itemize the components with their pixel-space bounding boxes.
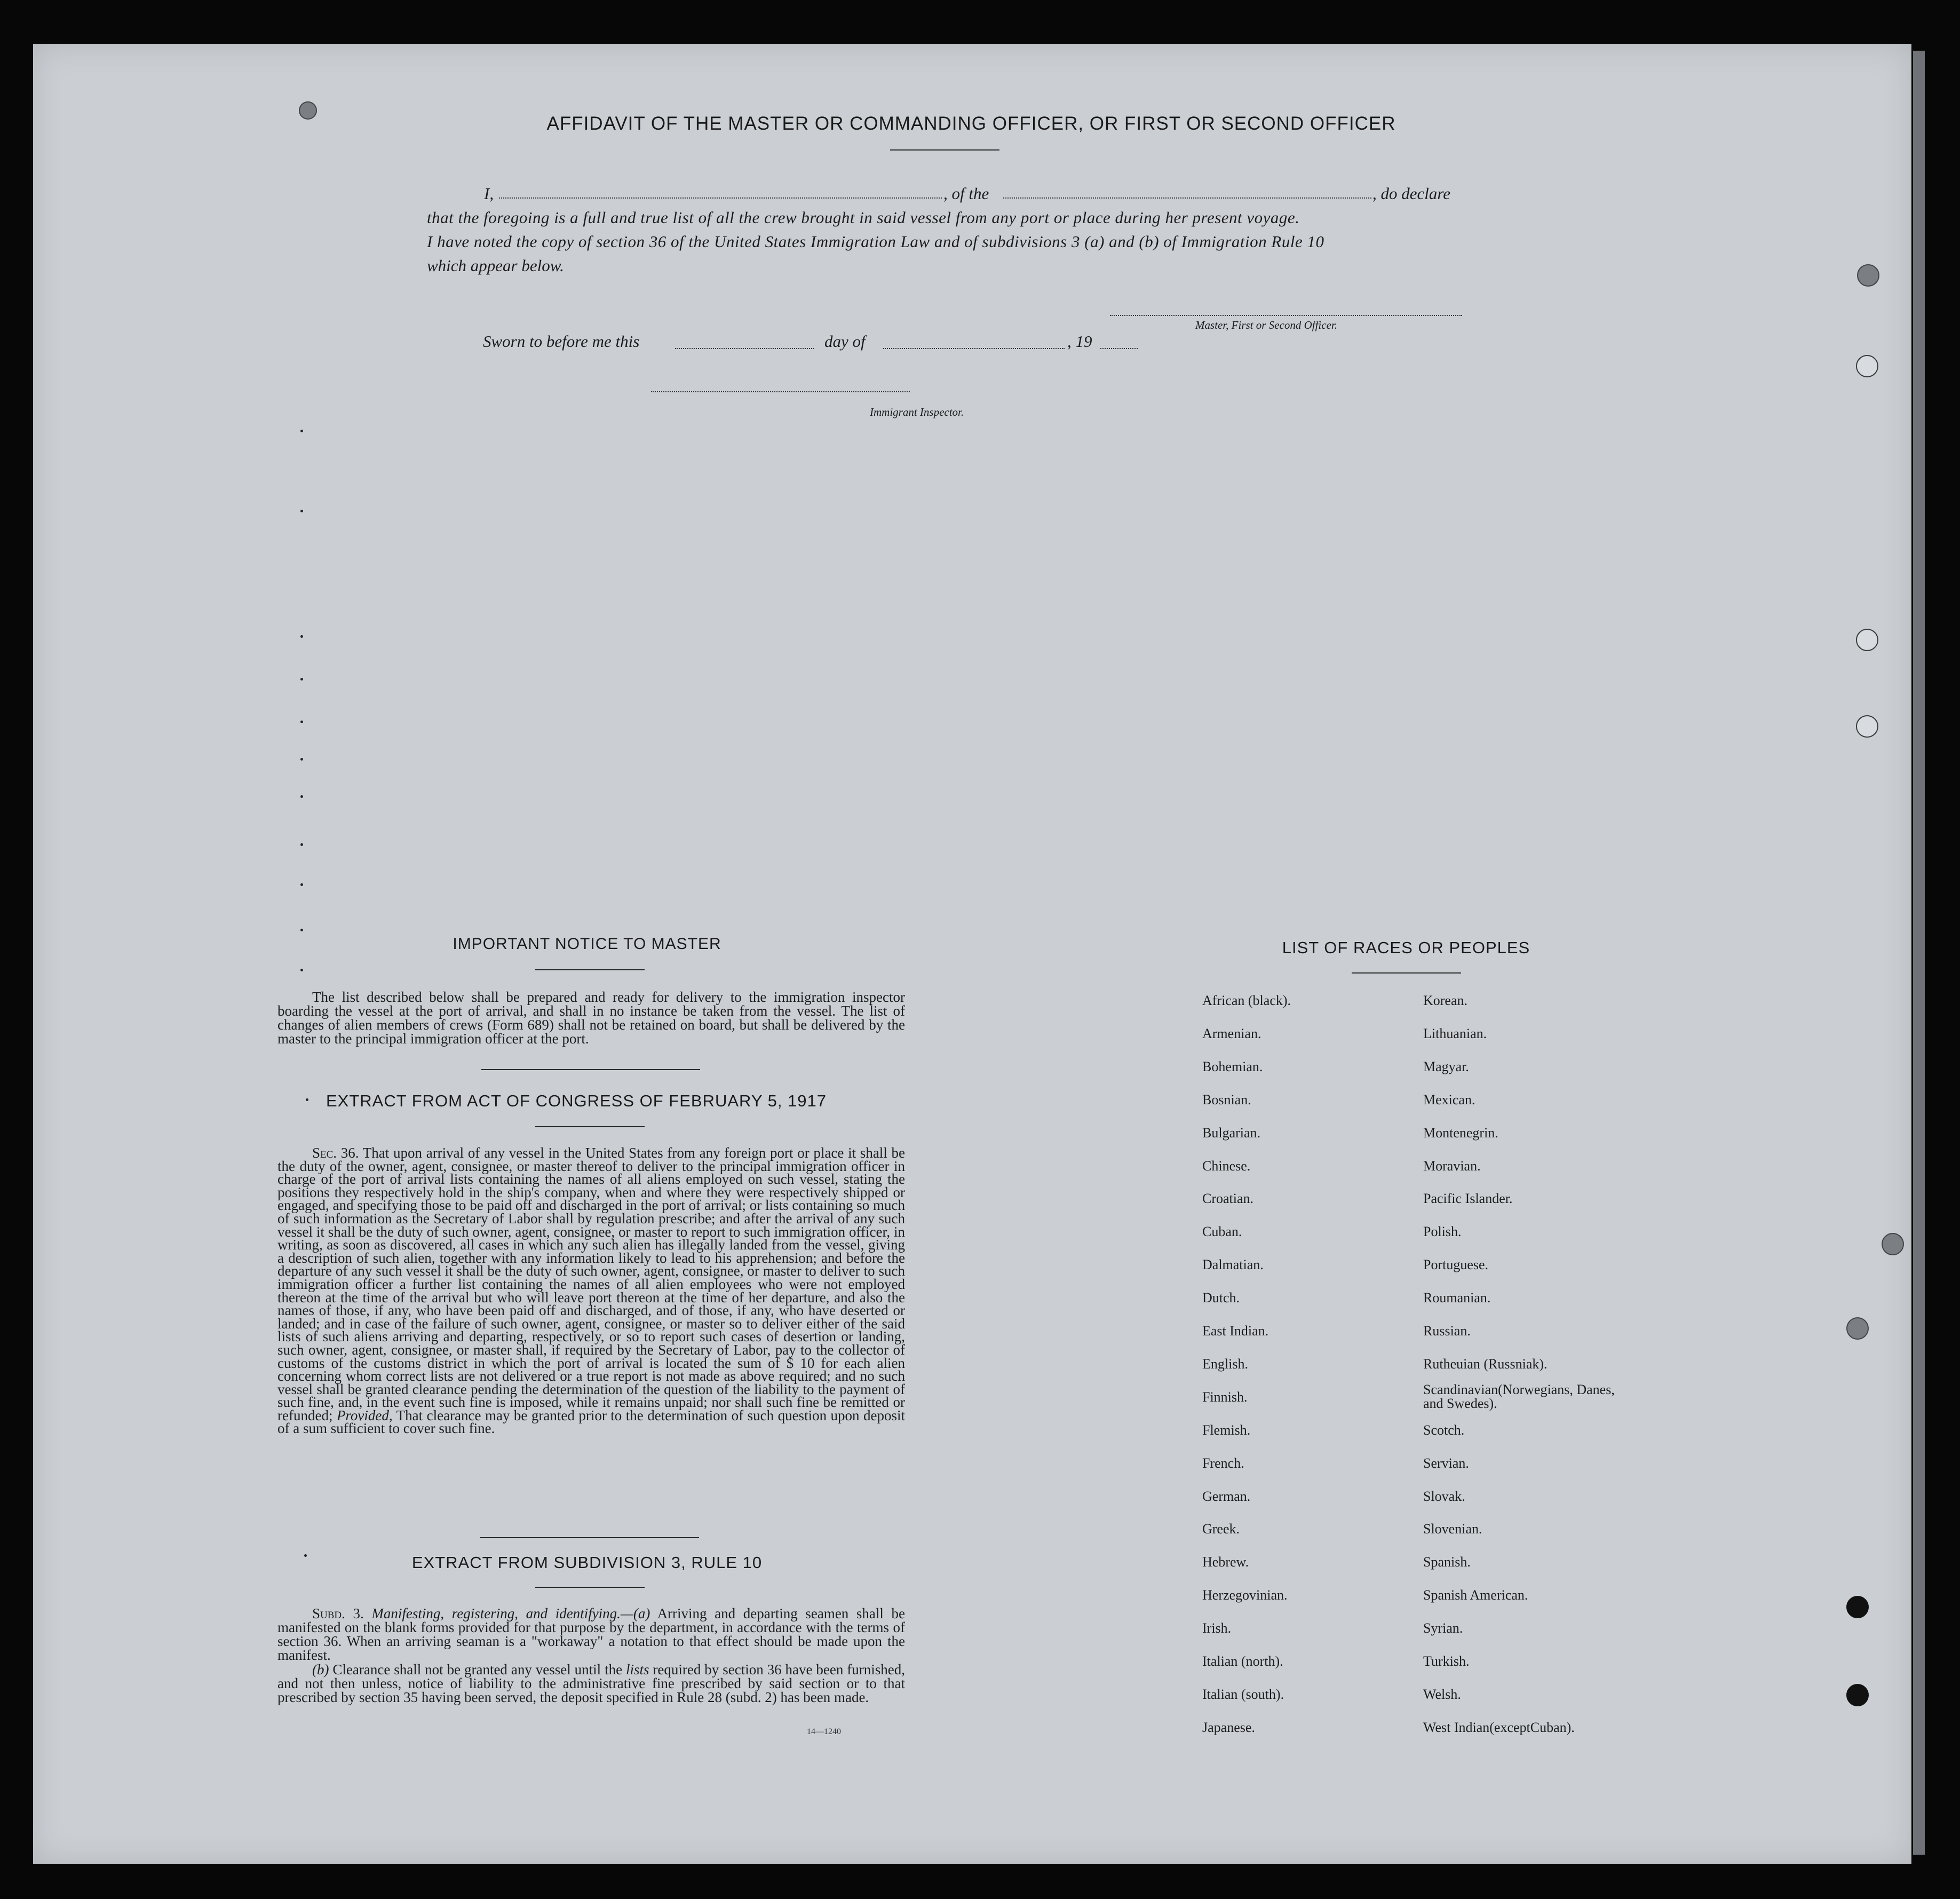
heading-rule bbox=[535, 969, 645, 970]
race-item: Russian. bbox=[1423, 1323, 1471, 1339]
race-item: Dalmatian. bbox=[1202, 1257, 1264, 1273]
race-item: Welsh. bbox=[1423, 1686, 1461, 1702]
race-item: Rutheuian (Russniak). bbox=[1423, 1356, 1548, 1372]
race-item: Cuban. bbox=[1202, 1224, 1242, 1240]
race-item: Italian (south). bbox=[1202, 1686, 1284, 1702]
race-item: Mexican. bbox=[1423, 1091, 1475, 1107]
race-item: Pacific Islander. bbox=[1423, 1191, 1513, 1207]
subdivision-b-text bbox=[277, 1663, 905, 1704]
sworn-text: Sworn to before me this bbox=[483, 332, 640, 351]
race-item: Servian. bbox=[1423, 1455, 1469, 1471]
race-item: Lithuanian. bbox=[1423, 1025, 1487, 1041]
races-heading: LIST OF RACES OR PEOPLES bbox=[1282, 938, 1530, 957]
race-item: Dutch. bbox=[1202, 1290, 1240, 1306]
punch-hole bbox=[1882, 1233, 1904, 1255]
margin-mark bbox=[300, 721, 303, 723]
race-item: Roumanian. bbox=[1423, 1290, 1491, 1306]
margin-mark bbox=[300, 678, 303, 681]
heading-rule bbox=[1352, 972, 1461, 974]
race-item: Bulgarian. bbox=[1202, 1125, 1261, 1141]
heading-rule bbox=[535, 1587, 645, 1588]
section-36-body: That upon arrival of any vessel in the United States from any foreign port or place it shall be the duty of the owner, agent, consignee, or master thereof to deliver to the principal immigration officer in charge of the port of arrival lists containing the names of all aliens employed on such vessel, stating the positions they respectively hold in the ship's company, when and where they were respectively shipped or engaged, and specifying those to be paid off and discharged in the port of arrival; or lists containing so much of such information as the Secretary of Labor shall by regulation prescribe; and after the arrival of any such vessel it shall be the duty of such owner, agent, consignee, or master to report to such immigration officer, in writing, as soon as discovered, all cases in which any such alien has illegally landed from the vessel, giving a description of such alien, together with any information likely to lead to his apprehension; and before the departure of any such vessel it shall be the duty of such owner, agent, consignee, or master to deliver to such immigration officer a further list containing the names of all alien employees who were not employed thereon at the time of the arrival but who will leave port thereon at the time of her departure, and also the names of those, if any, who have been paid off and discharged, and of those, if any, who have deserted or landed; and in case of the failure of such owner, agent, consignee, or master so to deliver either of the said lists of such aliens arriving and departing, respectively, or so to report such cases of desertion or landing, such owner, agent, consignee, or master shall, if required by the Secretary of Labor, pay to the collector of customs of the customs district in which the port of arrival is located the sum of $ 10 for each alien concerning whom correct lists are not delivered or a true report is not made as above required; and no such vessel shall be granted clearance pending the determination of the question of the liability to the payment of such fine, and, in the event such fine is imposed, while it remains unpaid; nor shall such fine be remitted or refunded; bbox=[277, 1145, 906, 1423]
race-item: African (black). bbox=[1202, 993, 1291, 1008]
margin-mark bbox=[300, 430, 303, 432]
form-number: 14—1240 bbox=[807, 1727, 841, 1736]
race-item: Spanish American. bbox=[1423, 1587, 1528, 1603]
race-item: Turkish. bbox=[1423, 1653, 1470, 1669]
race-item: Armenian. bbox=[1202, 1025, 1261, 1041]
provided-text: That clearance may be granted prior to the determination of such question upon deposit of a sum sufficient to cover such fine. bbox=[277, 1407, 906, 1437]
punch-hole bbox=[1846, 1317, 1869, 1340]
rule-heading: EXTRACT FROM SUBDIVISION 3, RULE 10 bbox=[411, 1553, 763, 1572]
margin-mark bbox=[300, 758, 303, 761]
punch-hole bbox=[1857, 264, 1879, 287]
section-label: Sec. 36. bbox=[312, 1145, 359, 1161]
sworn-day-line[interactable] bbox=[675, 348, 814, 349]
race-item: Finnish. bbox=[1202, 1389, 1248, 1405]
margin-mark bbox=[300, 635, 303, 638]
race-item: Irish. bbox=[1202, 1620, 1232, 1636]
race-item: Montenegrin. bbox=[1423, 1125, 1498, 1141]
subdivision-a-text bbox=[277, 1607, 905, 1662]
signature-caption: Master, First or Second Officer. bbox=[1195, 319, 1337, 331]
race-item: Japanese. bbox=[1202, 1719, 1255, 1735]
section-divider bbox=[480, 1537, 699, 1538]
subdivision-label: Subd. 3. bbox=[312, 1605, 364, 1621]
document-page bbox=[33, 44, 1911, 1864]
margin-mark bbox=[304, 1554, 307, 1557]
race-item: French. bbox=[1202, 1455, 1244, 1471]
margin-mark bbox=[300, 929, 303, 931]
affidavit-declare: , do declare bbox=[1372, 184, 1451, 203]
subdivision-b-label: (b) bbox=[312, 1661, 329, 1678]
inspector-signature-line[interactable] bbox=[651, 391, 910, 392]
race-item: Bohemian. bbox=[1202, 1058, 1263, 1074]
affidavit-of-the: , of the bbox=[943, 184, 989, 203]
race-item: Italian (north). bbox=[1202, 1653, 1283, 1669]
race-item: German. bbox=[1202, 1488, 1251, 1504]
notice-heading: IMPORTANT NOTICE TO MASTER bbox=[453, 935, 721, 953]
margin-mark bbox=[300, 969, 303, 971]
heading-rule bbox=[890, 149, 999, 151]
margin-mark bbox=[300, 843, 303, 846]
race-item: Magyar. bbox=[1423, 1058, 1469, 1074]
race-item: Greek. bbox=[1202, 1521, 1240, 1537]
section-divider bbox=[481, 1069, 700, 1070]
punch-hole bbox=[1856, 715, 1878, 738]
race-item: Slovenian. bbox=[1423, 1521, 1482, 1537]
sworn-month-line[interactable] bbox=[883, 348, 1065, 349]
race-item: Polish. bbox=[1423, 1224, 1462, 1240]
race-item: Flemish. bbox=[1202, 1422, 1251, 1438]
affidavit-line-4: which appear below. bbox=[427, 256, 564, 275]
race-item: Korean. bbox=[1423, 993, 1468, 1008]
race-item: Syrian. bbox=[1423, 1620, 1463, 1636]
lists-word: lists bbox=[625, 1661, 649, 1678]
affidavit-i: I, bbox=[484, 184, 494, 203]
affidavit-line-2: that the foregoing is a full and true list of all the crew brought in said vessel from any port or place during her present voyage. bbox=[427, 208, 1300, 227]
sworn-year-line[interactable] bbox=[1100, 348, 1138, 349]
race-item: West Indian(exceptCuban). bbox=[1423, 1719, 1575, 1735]
affidavit-line-3: I have noted the copy of section 36 of the United States Immigration Law and of subdivisions 3 (a) and (b) of Immigration Rule 10 bbox=[427, 232, 1324, 251]
race-item: Scotch. bbox=[1423, 1422, 1465, 1438]
race-item: Spanish. bbox=[1423, 1554, 1471, 1570]
subdivision-b-body-1: Clearance shall not be granted any vessel until the bbox=[332, 1661, 623, 1678]
race-item: East Indian. bbox=[1202, 1323, 1269, 1339]
race-item: Moravian. bbox=[1423, 1158, 1481, 1174]
provided-label: Provided, bbox=[336, 1407, 393, 1423]
race-item: Scandinavian(Norwegians, Danes, and Swedes). bbox=[1423, 1381, 1615, 1411]
race-item: Croatian. bbox=[1202, 1191, 1254, 1207]
year-prefix: , 19 bbox=[1067, 332, 1092, 351]
race-item: English. bbox=[1202, 1356, 1248, 1372]
name-field-line[interactable] bbox=[499, 197, 942, 199]
punch-hole bbox=[299, 101, 317, 120]
subdivision-title: Manifesting, registering, and identifying.—(a) bbox=[371, 1605, 650, 1621]
race-item: Herzegovinian. bbox=[1202, 1587, 1288, 1603]
act-heading: EXTRACT FROM ACT OF CONGRESS OF FEBRUARY 5, 1917 bbox=[326, 1091, 827, 1110]
punch-hole bbox=[1856, 355, 1878, 377]
signature-line[interactable] bbox=[1110, 315, 1462, 316]
race-item: Bosnian. bbox=[1202, 1091, 1251, 1107]
punch-hole bbox=[1846, 1684, 1869, 1706]
subdivision-b-body-2: required by section 36 have been furnished, and not then unless, notice of liability to the administrative fine prescribed by said section or to that prescribed by section 35 having been served, the deposit specified in Rule 28 (subd. 2) has been made. bbox=[277, 1661, 906, 1705]
margin-mark bbox=[300, 795, 303, 798]
day-of-text: day of bbox=[824, 332, 866, 351]
race-item: Slovak. bbox=[1423, 1488, 1465, 1504]
margin-mark bbox=[300, 510, 303, 512]
punch-hole bbox=[1846, 1596, 1869, 1618]
margin-mark bbox=[300, 883, 303, 886]
vessel-field-line[interactable] bbox=[1003, 197, 1371, 199]
subdivision-a-body: Arriving and departing seamen shall be manifested on the blank forms provided for that purpose by the department, in accordance with the terms of section 36. When an arriving seaman is a "workaway" a notation to that effect should be made upon the manifest. bbox=[277, 1605, 906, 1663]
inspector-caption: Immigrant Inspector. bbox=[870, 406, 964, 418]
affidavit-heading: AFFIDAVIT OF THE MASTER OR COMMANDING OFFICER, OR FIRST OR SECOND OFFICER bbox=[546, 113, 1396, 134]
notice-text: The list described below shall be prepared and ready for delivery to the immigration inspector boarding the vessel at the port of arrival, and shall in no instance be taken from the vessel. The list of changes of alien members of crews (Form 689) shall not be retained on board, but shall be delivered by the master to the principal immigration officer at the port. bbox=[277, 989, 905, 1047]
race-item: Chinese. bbox=[1202, 1158, 1251, 1174]
punch-hole bbox=[1856, 629, 1878, 651]
page-edge bbox=[1913, 51, 1925, 1855]
race-item: Hebrew. bbox=[1202, 1554, 1249, 1570]
section-36-text bbox=[277, 1146, 905, 1435]
heading-rule bbox=[535, 1126, 645, 1127]
race-item: Portuguese. bbox=[1423, 1257, 1489, 1273]
